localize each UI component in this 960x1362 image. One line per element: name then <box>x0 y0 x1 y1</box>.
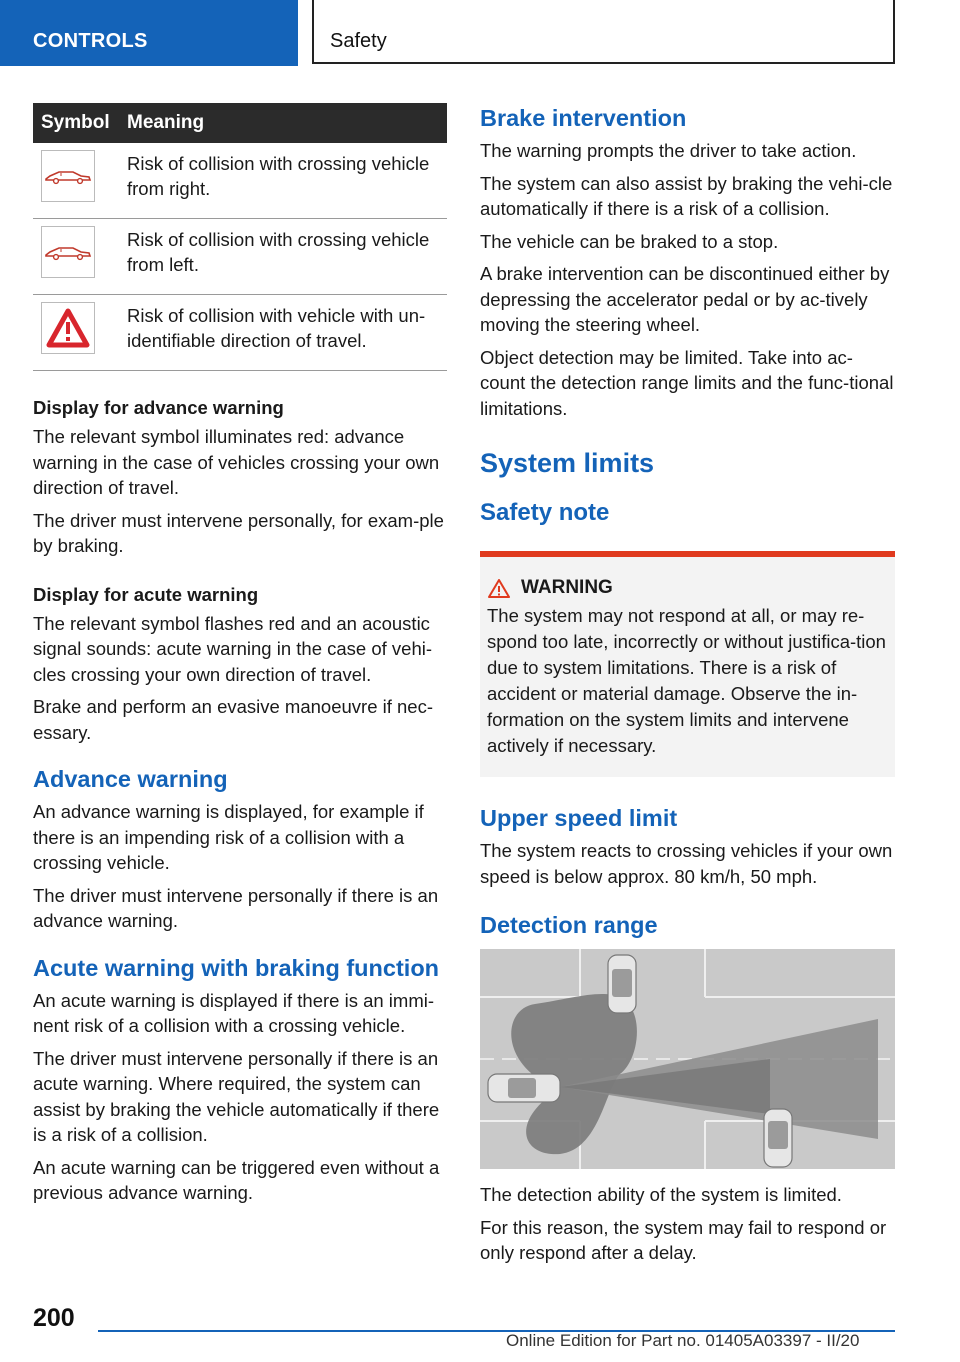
meaning-cell: Risk of collision with vehicle with un-identifiable direction of travel. <box>119 295 447 371</box>
warning-triangle-icon <box>46 308 90 348</box>
paragraph: A brake intervention can be discontinued either by depressing the accelerator pedal or by ac-tively moving the steering wheel. <box>480 263 890 335</box>
acute-display-heading: Display for acute warning <box>33 583 259 605</box>
paragraph: The driver must intervene personally if there is an advance warning. <box>33 884 439 931</box>
acute-warning-heading: Acute warning with braking function <box>33 954 440 981</box>
advance-display-heading: Display for advance warning <box>33 397 284 418</box>
crossing-right-symbol <box>41 150 95 202</box>
table-row <box>33 143 447 219</box>
table-header-row <box>33 103 447 143</box>
detection-range-illustration <box>480 949 895 1169</box>
safety-note-heading: Safety note <box>480 499 610 526</box>
brake-intervention-heading: Brake intervention <box>480 105 687 131</box>
column-header-meaning: Meaning <box>119 103 447 143</box>
paragraph: An acute warning can be triggered even without a previous advance warning. <box>33 1156 440 1203</box>
system-limits-heading: System limits <box>480 448 655 478</box>
right-column <box>480 103 895 1273</box>
paragraph: The system can also assist by braking the vehi-cle automatically if there is a risk of a collision. <box>480 172 893 219</box>
chapter-title: Safety <box>312 0 895 64</box>
detection-range-figure <box>480 949 895 1169</box>
upper-speed-heading: Upper speed limit <box>480 805 678 831</box>
crossing-left-symbol <box>41 226 95 278</box>
column-header-symbol: Symbol <box>33 103 119 143</box>
warning-box <box>480 551 895 777</box>
warning-text: The system may not respond at all, or may re-spond too late, incorrectly or without justifica-tion due to system limitations. There is a risk of accident or material damage. Observe the in-formation on the system limits and intervene actively if necessary. <box>487 605 886 756</box>
paragraph: The relevant symbol illuminates red: advance warning in the case of vehicles crossing your own direction of travel. <box>33 426 440 498</box>
meaning-cell: Risk of collision with crossing vehicle from right. <box>119 143 447 219</box>
paragraph: The vehicle can be braked to a stop. <box>480 230 779 252</box>
warning-title: WARNING <box>521 577 613 598</box>
paragraph: The system reacts to crossing vehicles if your own speed is below approx. 80 km/h, 50 mph. <box>480 840 893 887</box>
paragraph: An acute warning is displayed if there is an immi-nent risk of a collision with a crossing vehicle. <box>33 989 435 1036</box>
page-header <box>0 0 960 66</box>
advance-warning-heading: Advance warning <box>33 766 228 792</box>
car-side-icon <box>43 243 93 261</box>
warning-title-row <box>487 577 887 599</box>
warning-triangle-icon <box>487 578 511 599</box>
paragraph: An advance warning is displayed, for example if there is an impending risk of a collision with a crossing vehicle. <box>33 801 424 873</box>
section-tab: CONTROLS <box>0 0 298 66</box>
paragraph: The warning prompts the driver to take action. <box>480 140 857 161</box>
car-side-icon <box>43 167 93 185</box>
symbol-table <box>33 103 447 371</box>
paragraph: The relevant symbol flashes red and an acoustic signal sounds: acute warning in the case of vehi-cles crossing your own direction of travel. <box>33 612 433 685</box>
paragraph: The driver must intervene personally if there is an acute warning. Where required, the system can assist by braking the vehicle automatically if there is a risk of a collision. <box>33 1047 440 1145</box>
paragraph: Brake and perform an evasive manoeuvre if nec-essary. <box>33 696 434 743</box>
left-column <box>33 103 447 1213</box>
table-row <box>33 295 447 371</box>
page-number: 200 <box>33 1304 75 1332</box>
edition-note: Online Edition for Part no. 01405A03397 - II/20 <box>506 1331 860 1350</box>
unidentified-direction-symbol <box>41 302 95 354</box>
detection-range-heading: Detection range <box>480 912 658 938</box>
paragraph: The driver must intervene personally, for exam-ple by braking. <box>33 509 444 556</box>
paragraph: For this reason, the system may fail to respond or only respond after a delay. <box>480 1216 887 1263</box>
paragraph: Object detection may be limited. Take into ac-count the detection range limits and the func-tional limitations. <box>480 346 894 419</box>
table-row <box>33 219 447 295</box>
meaning-cell: Risk of collision with crossing vehicle from left. <box>119 219 447 295</box>
paragraph: The detection ability of the system is limited. <box>480 1184 842 1205</box>
